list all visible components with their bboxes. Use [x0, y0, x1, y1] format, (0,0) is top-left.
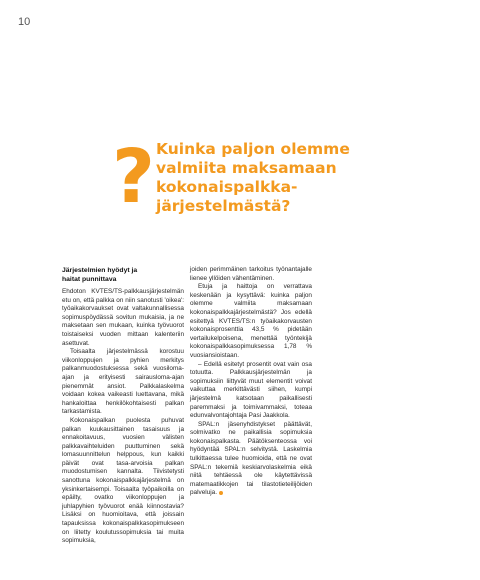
article-subheading — [62, 266, 184, 284]
article-column-left — [62, 266, 184, 546]
paragraph: joiden perimmäinen tarkoitus työnantajalle lienee yllöiden vähentäminen. — [190, 266, 312, 282]
paragraph: Ehdoton KVTES/TS-palkkausjärjestelmän etu on, että palkka on niin sanotusti 'oikea': työaikakorvaukset ovat valtakunnallisessa sopimuspöydässä sovitun mukaisia, ja ne maksetaan sen mukaan, kuinka työvuorot toistaiseksi vuoden mittaan kalenteriin asettuvat. — [62, 288, 184, 347]
paragraph: Toisaalta järjestelmässä korostuu viikonloppujen ja pyhien merkitys palkanmuodostuksessa sekä vuosiloma-ajan ja erityisesti sairausloma-ajan pienemmät ansiot. Palkkalaskelma voidaan kokea vaikeasti luettavana, mikä hankaloittaa henkilökohtaisesti palkan tarkastamista. — [62, 348, 184, 416]
paragraph: Kokonaispalkan puolesta puhuvat palkan kuukausittainen tasaisuus ja ennakoitavuus, vuosien välisten palkkavaihteluiden puuttuminen sekä lomasuunnittelun helppous, kun kaikki päivät ovat tasa-arvoisia palkan muodostumisen kannalta. Tiivistetysti sanottuna kokonaispalkkajärjestelmä on yksinkertaisempi. Toisaalta työpaikoilla on epäilty, ovatko viikonloppujen ja juhlapyhien työvuorot enää kiinnostavia? Lisäksi on huomioitava, että joissain tapauksissa kokonaispalkkasopimukseen on liitetty koulutussopimuksia tai muita sopimuksia, — [62, 416, 184, 545]
paragraph-text: SPAL:n jäsenyhdistykset päättävät, solmivatko ne paikallisia sopimuksia kokonaispalkasta. Päätöksenteossa voi hyödyntää SPAL:n selvitystä. Laskelmia tulkittaessa tulee huomioida, että ne ovat SPAL:n tekemiä keskiarvolaskelmia eikä niitä tehtäessä ole käytettävissä matemaatikkojen tai tilastotieteilijöiden palveluja. — [190, 420, 312, 497]
paragraph: – Edellä esitetyt prosentit ovat vain osa totuutta. Palkkausjärjestelmän ja sopimuksiin liittyvät muut elementit voivat vaikuttaa merkittävästi siihen, kumpi järjestelmä katsotaan paikallisesti paremmaksi ja toimivammaksi, toteaa edunvalvontajohtaja Pasi Jaakkola. — [190, 360, 312, 420]
paragraph-last — [190, 421, 312, 498]
question-mark-icon: ? — [112, 134, 155, 220]
paragraph: Etuja ja haittoja on verrattava keskenään ja kysyttävä: kuinka paljon olemme valmiita maksamaan kokonaispalkkajärjestelmästä? Jos edellä esitettyä KVTES/TS:n työaikakorvausten kokonaisprosenttia 43,5 % pidetään vertailukelpoisena, menettää työntekijä kokonaispalkkasopimuksessa 1,78 % vuosiansioistaan. — [190, 283, 312, 359]
article-column-right — [190, 266, 312, 498]
page-number: 10 — [18, 16, 31, 28]
article-headline: Kuinka paljon olemme valmiita maksamaan kokonaispalkka-järjestelmästä? — [156, 140, 350, 215]
headline-block — [112, 134, 412, 220]
subheading-line-1: Järjestelmien hyödyt ja — [62, 267, 138, 274]
end-mark-icon — [219, 491, 223, 495]
subheading-line-2: haitat punnittava — [62, 276, 117, 283]
